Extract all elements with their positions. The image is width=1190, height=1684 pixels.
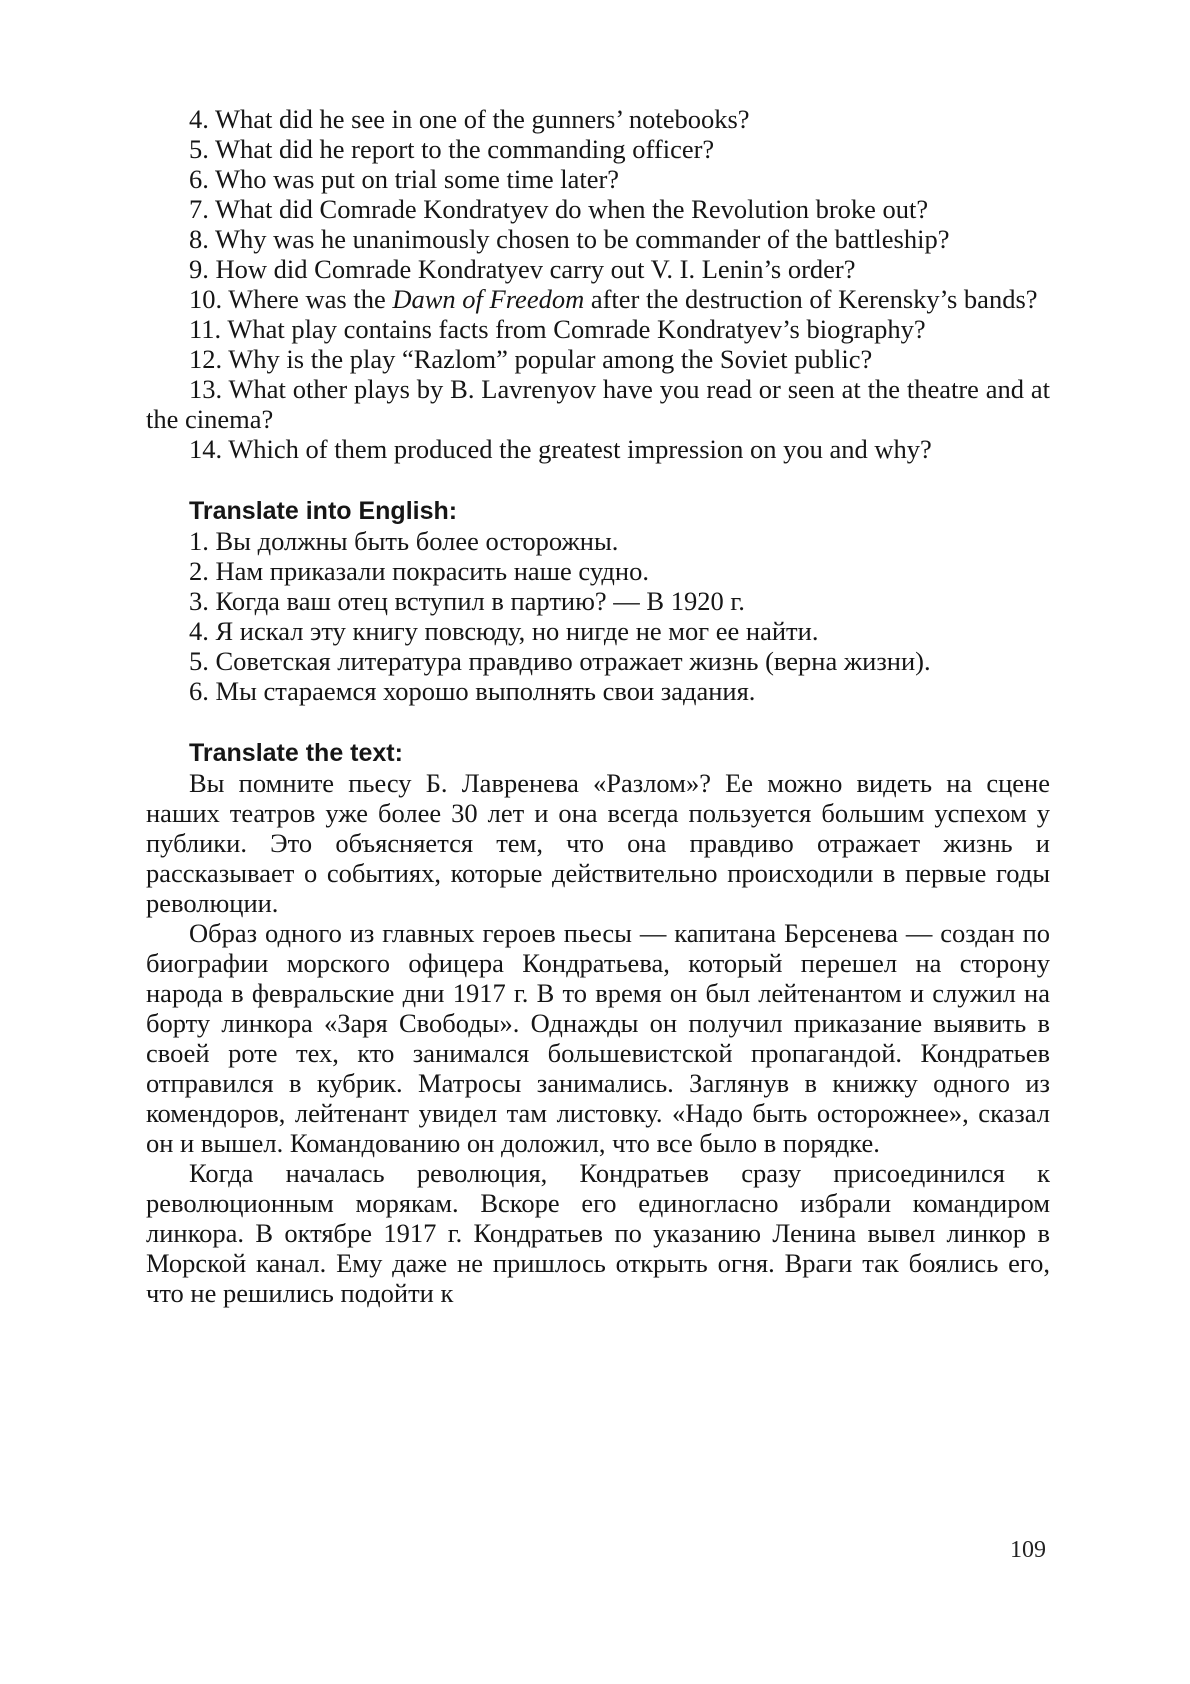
exercise-item: 5. Советская литература правдиво отражает жизнь (верна жизни). [189, 646, 931, 676]
exercise-item: 1. Вы должны быть более осторожны. [189, 526, 619, 556]
translate-text-heading: Translate the text: [189, 739, 403, 767]
question-item: 12. Why is the play “Razlom” popular among the Soviet public? [189, 344, 873, 374]
questions-list [146, 104, 1050, 464]
exercise-item: 2. Нам приказали покрасить наше судно. [189, 556, 649, 586]
question-item: 10. Where was the Dawn of Freedom after the destruction of Kerensky’s bands? [189, 284, 1038, 314]
translate-english-list [146, 526, 1050, 706]
translate-text-body [146, 768, 1050, 1308]
question-item: 14. Which of them produced the greatest impression on you and why? [189, 434, 932, 464]
question-item: 8. Why was he unanimously chosen to be commander of the battleship? [189, 224, 950, 254]
page-content [146, 104, 1050, 1308]
exercise-item: 3. Когда ваш отец вступил в партию? — В 1920 г. [189, 586, 745, 616]
question-item: 13. What other plays by B. Lavrenyov have you read or seen at the theatre and at the cinema? [146, 374, 1050, 434]
question-item: 7. What did Comrade Kondratyev do when the Revolution broke out? [189, 194, 929, 224]
translate-english-heading: Translate into English: [189, 497, 458, 525]
exercise-item: 4. Я искал эту книгу повсюду, но нигде не мог ее найти. [189, 616, 819, 646]
text-paragraph: Когда началась революция, Кондратьев сразу присоединился к революционным морякам. Вскоре его единогласно избрали командиром линкора. В октябре 1917 г. Кондратьев по указанию Ленина вывел линкор в Морской канал. Ему даже не пришлось открыть огня. Враги так боялись его, что не решились подойти к [146, 1158, 1050, 1308]
question-item: 4. What did he see in one of the gunners’ notebooks? [189, 104, 750, 134]
question-item: 6. Who was put on trial some time later? [189, 164, 620, 194]
exercise-item: 6. Мы стараемся хорошо выполнять свои задания. [189, 676, 756, 706]
text-paragraph: Образ одного из главных героев пьесы — капитана Берсенева — создан по биографии морского офицера Кондратьева, который перешел на сторону народа в февральские дни 1917 г. В то время он был лейтенантом и служил на борту линкора «Заря Свободы». Однажды он получил приказание выявить в своей роте тех, кто занимался большевистской пропагандой. Кондратьев отправился в кубрик. Матросы занимались. Заглянув в книжку одного из комендоров, лейтенант увидел там листовку. «Надо быть осторожнее», сказал он и вышел. Командованию он доложил, что все было в порядке. [146, 918, 1050, 1158]
text-paragraph: Вы помните пьесу Б. Лавренева «Разлом»? Ее можно видеть на сцене наших театров уже более 30 лет и она всегда пользуется большим успехом у публики. Это объясняется тем, что она правдиво отражает жизнь и рассказывает о событиях, которые действительно происходили в первые годы революции. [146, 768, 1050, 918]
question-item: 5. What did he report to the commanding officer? [189, 134, 715, 164]
question-item: 11. What play contains facts from Comrade Kondratyev’s biography? [189, 314, 926, 344]
page-number: 109 [1010, 1537, 1046, 1563]
ship-name: Dawn of Freedom [392, 284, 585, 314]
question-item: 9. How did Comrade Kondratyev carry out V. I. Lenin’s order? [189, 254, 856, 284]
